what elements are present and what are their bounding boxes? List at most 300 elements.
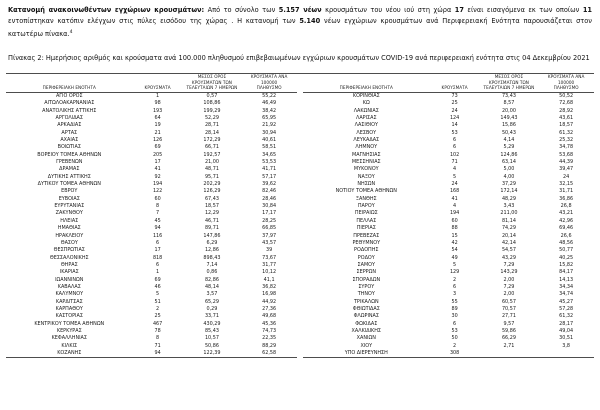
table-row xyxy=(6,350,297,358)
intro-total-new-value: 5.157 νέων xyxy=(278,6,322,14)
cases-value: 50 xyxy=(451,335,458,342)
cases-per-100k-value: 40,61 xyxy=(262,137,277,144)
cases-value: 205 xyxy=(152,151,163,158)
region-name: ΚΩ xyxy=(362,100,370,107)
cases-value: 49 xyxy=(451,254,458,261)
seven-day-average-value: 42,14 xyxy=(501,239,516,246)
seven-day-average-value: 15,86 xyxy=(501,122,516,129)
table-row xyxy=(303,299,594,306)
cases-value: 73 xyxy=(451,92,458,99)
cases-per-100k-value: 37,97 xyxy=(262,232,277,239)
table-row xyxy=(303,174,594,181)
cases-per-100k-value: 42,96 xyxy=(559,217,574,224)
cases-per-100k-value: 26,6 xyxy=(560,232,572,239)
table-caption: Πίνακας 2: Ημερήσιος αριθμός και κρούσματα ανά 100.000 πληθυσμού επιβεβαιωμένων εγχώριων κρουσμάτων COVID-19 ανά περιφερειακή ενότητα στις 04 Δεκεμβρίου 2021 xyxy=(8,53,590,62)
seven-day-average-value: 2,71 xyxy=(503,342,515,349)
cases-per-100k-value: 62,58 xyxy=(241,350,297,358)
cases-per-100k-value: 46,49 xyxy=(262,100,277,107)
region-name: ΚΑΡΔΙΤΣΑΣ xyxy=(55,298,83,305)
region-name: ΒΟΙΩΤΙΑΣ xyxy=(57,144,81,151)
table-row xyxy=(6,306,297,313)
region-name: ΗΡΑΚΛΕΙΟΥ xyxy=(55,232,84,239)
cases-per-100k-value: 58,51 xyxy=(262,144,277,151)
region-name: ΦΩΚΙΔΑΣ xyxy=(355,320,378,327)
header-rate-left xyxy=(241,74,297,92)
cases-value: 17 xyxy=(154,247,161,254)
header-average-line1-left: ΜΕΣΟΣ ΟΡΟΣ xyxy=(197,74,227,79)
cases-per-100k-value: 17,17 xyxy=(262,210,277,217)
seven-day-average-value: 46,71 xyxy=(204,217,219,224)
cases-per-100k-value: 88,29 xyxy=(262,342,277,349)
region-name: ΠΡΕΒΕΖΑΣ xyxy=(353,232,380,239)
region-name: ΚΟΖΑΝΗΣ xyxy=(6,350,133,358)
cases-value: 6 xyxy=(453,283,457,290)
cases-per-100k-value: 44,92 xyxy=(262,298,277,305)
table-row xyxy=(303,100,594,107)
seven-day-average-value: 28,71 xyxy=(204,122,219,129)
region-name: ΧΑΛΚΙΔΙΚΗΣ xyxy=(351,327,382,334)
seven-day-average-value: 27,71 xyxy=(501,313,516,320)
cases-per-100k-value: 41,1 xyxy=(263,276,275,283)
table-row xyxy=(303,144,594,151)
cases-value: 94 xyxy=(154,225,161,232)
cases-value: 6 xyxy=(156,261,160,268)
table-body-right xyxy=(303,92,594,357)
cases-per-100k-value: 61,32 xyxy=(559,313,574,320)
header-rate-line1-right: ΚΡΟΥΣΜΑΤΑ ΑΝΑ 100000 xyxy=(547,74,585,85)
table-row xyxy=(6,284,297,291)
cases-per-100k-value: 39,47 xyxy=(559,166,574,173)
cases-per-100k-value: 28,17 xyxy=(559,320,574,327)
cases-value: 41 xyxy=(451,195,458,202)
table-row xyxy=(303,196,594,203)
seven-day-average-value: 43,29 xyxy=(501,254,516,261)
cases-value: 4 xyxy=(453,166,457,173)
cases-value: 53 xyxy=(451,327,458,334)
cases-value: 21 xyxy=(154,129,161,136)
cases-value: 4 xyxy=(453,203,457,210)
table-row xyxy=(303,152,594,159)
region-name: ΠΕΙΡΑΙΩΣ xyxy=(354,210,378,217)
seven-day-average-value: 70,57 xyxy=(501,305,516,312)
cases-per-100k-value: 36,82 xyxy=(262,283,277,290)
regional-cases-table-right xyxy=(303,74,594,358)
cases-value: 5 xyxy=(453,261,457,268)
seven-day-average-value: 199,29 xyxy=(203,107,221,114)
region-name: ΑΡΤΑΣ xyxy=(61,129,78,136)
region-name: ΛΑΡΙΣΑΣ xyxy=(355,115,377,121)
region-name: ΤΗΝΟΥ xyxy=(357,291,375,298)
seven-day-average-value: 5,29 xyxy=(503,144,515,151)
header-average-line1-right: ΜΕΣΟΣ ΟΡΟΣ xyxy=(494,74,524,79)
table-row xyxy=(6,247,297,254)
header-row-right xyxy=(303,74,594,92)
cases-value: 69 xyxy=(154,144,161,151)
cases-per-100k-value: 53,68 xyxy=(559,151,574,158)
table-row xyxy=(303,130,594,137)
header-cases-right: ΚΡΟΥΣΜΑΤΑ xyxy=(430,74,480,92)
cases-per-100k-value: 30,84 xyxy=(262,203,277,210)
header-rate-right xyxy=(538,74,594,92)
cases-per-100k-value: 14,13 xyxy=(559,276,574,283)
cases-per-100k-value: 61,32 xyxy=(559,129,574,136)
cases-per-100k-value: 34,78 xyxy=(559,144,574,151)
table-row xyxy=(303,321,594,328)
region-name: ΑΝΑΤΟΛΙΚΗΣ ΑΤΤΙΚΗΣ xyxy=(42,107,97,114)
table-row xyxy=(6,144,297,151)
region-name: ΙΚΑΡΙΑΣ xyxy=(59,269,79,276)
cases-per-100k-value: 27,36 xyxy=(262,305,277,312)
header-rate-line2-right: ΠΛΗΘΥΣΜΟ xyxy=(553,85,579,91)
cases-per-100k-value: 69,46 xyxy=(559,225,574,232)
cases-value: 19 xyxy=(154,122,161,129)
table-row xyxy=(303,218,594,225)
cases-value: 92 xyxy=(154,173,161,180)
seven-day-average-value: 12,29 xyxy=(204,210,219,217)
header-average-line2-left: ΚΡΟΥΣΜΑΤΩΝ ΤΩΝ xyxy=(191,79,232,85)
table-row xyxy=(6,299,297,306)
table-row xyxy=(6,137,297,144)
region-name: ΛΕΥΚΑΔΑΣ xyxy=(353,137,380,144)
cases-per-100k-value: 21,92 xyxy=(262,122,277,129)
seven-day-average-value: 124,86 xyxy=(500,151,518,158)
seven-day-average-value: 0,86 xyxy=(206,269,218,276)
intro-text-part5: νέων εγχώριων κρουσμάτων ανά Περιφερειακή Ενότητα παρουσιάζεται στον κατωτέρω πίνακα. xyxy=(8,17,592,39)
cases-value: 60 xyxy=(451,217,458,224)
cases-value: 71 xyxy=(154,342,161,349)
table-row xyxy=(303,247,594,254)
seven-day-average-value: 202,29 xyxy=(203,181,221,188)
cases-value: 3 xyxy=(453,291,457,298)
header-average-line2-right: ΚΡΟΥΣΜΑΤΩΝ ΤΩΝ xyxy=(488,79,529,85)
region-name: ΚΕΦΑΛΛΗΝΙΑΣ xyxy=(51,335,87,342)
cases-per-100k-value: 22,35 xyxy=(262,335,277,342)
table-row xyxy=(303,181,594,188)
cases-value: 818 xyxy=(152,254,163,261)
cases-value: 94 xyxy=(133,350,183,358)
left-table-cell xyxy=(6,74,300,358)
region-name: ΔΥΤΙΚΗΣ ΑΤΤΙΚΗΣ xyxy=(47,173,91,180)
cases-per-100k-value: 45,36 xyxy=(262,320,277,327)
cases-value: 116 xyxy=(152,232,163,239)
cases-value: 25 xyxy=(154,313,161,320)
cases-value: 6 xyxy=(156,239,160,246)
table-row xyxy=(303,343,594,350)
table-row xyxy=(303,233,594,240)
table-row xyxy=(303,115,594,122)
seven-day-average-value: 10,57 xyxy=(204,335,219,342)
seven-day-average-value: 4,00 xyxy=(503,173,515,180)
table-row xyxy=(6,255,297,262)
cases-per-100k-value: 10,12 xyxy=(262,269,277,276)
cases-per-100k-value: 31,71 xyxy=(559,188,574,195)
table-row xyxy=(303,159,594,166)
cases-value: 14 xyxy=(451,122,458,129)
seven-day-average-value xyxy=(480,350,539,358)
cases-value: 46 xyxy=(154,283,161,290)
cases-per-100k-value: 53,53 xyxy=(262,159,277,166)
cases-per-100k-value: 28,25 xyxy=(262,217,277,224)
table-row xyxy=(303,92,594,100)
cases-value: 8 xyxy=(156,203,160,210)
cases-per-100k-value: 3,8 xyxy=(562,342,570,349)
cases-value: 2 xyxy=(453,342,457,349)
region-name: ΑΧΑΪΑΣ xyxy=(60,137,79,144)
intro-lead-label: Κατανομή ανακοινωθέντων εγχώριων κρουσμάτων: xyxy=(8,6,205,14)
region-name: ΕΥΡΥΤΑΝΙΑΣ xyxy=(54,203,85,210)
right-table-cell xyxy=(300,74,594,358)
region-name: ΡΟΔΟΠΗΣ xyxy=(354,247,379,254)
table-row xyxy=(6,210,297,217)
region-name: ΛΕΣΒΟΥ xyxy=(356,129,377,136)
cases-value: 25 xyxy=(451,100,458,107)
table-row xyxy=(6,92,297,100)
table-row xyxy=(6,343,297,350)
cases-value: 15 xyxy=(451,232,458,239)
table-row xyxy=(6,335,297,342)
table-row xyxy=(6,108,297,115)
region-name: ΣΥΡΟΥ xyxy=(358,283,375,290)
region-name: ΘΗΡΑΣ xyxy=(60,261,78,268)
cases-value: 69 xyxy=(154,276,161,283)
region-name: ΣΕΡΡΩΝ xyxy=(356,269,377,276)
intro-text-part2: κρουσμάτων του νέου ιού στη χώρα xyxy=(321,6,455,14)
region-name: ΜΥΚΟΝΟΥ xyxy=(353,166,379,173)
region-name: ΤΡΙΚΑΛΩΝ xyxy=(353,298,379,305)
cases-per-100k-value: 84,17 xyxy=(559,269,574,276)
seven-day-average-value: 73,43 xyxy=(501,92,516,99)
seven-day-average-value: 898,43 xyxy=(203,254,221,261)
region-name: ΦΛΩΡΙΝΑΣ xyxy=(353,313,379,320)
cases-value: 126 xyxy=(152,137,163,144)
cases-per-100k-value: 49,68 xyxy=(262,313,277,320)
table-row xyxy=(6,174,297,181)
cases-per-100k-value: 66,85 xyxy=(262,225,277,232)
header-average-left xyxy=(183,74,242,92)
cases-per-100k-value: 43,57 xyxy=(262,239,277,246)
seven-day-average-value: 59,86 xyxy=(501,327,516,334)
table-row xyxy=(303,306,594,313)
region-name: ΜΕΣΣΗΝΙΑΣ xyxy=(351,159,381,166)
seven-day-average-value: 82,86 xyxy=(204,276,219,283)
cases-per-100k-value: 43,61 xyxy=(559,115,574,121)
table-row xyxy=(6,115,297,122)
region-name: ΔΡΑΜΑΣ xyxy=(59,166,80,173)
header-region-left: ΠΕΡΙΦΕΡΕΙΑΚΗ ΕΝΟΤΗΤΑ xyxy=(6,74,133,92)
seven-day-average-value: 37,29 xyxy=(501,181,516,188)
document-page xyxy=(0,5,600,410)
seven-day-average-value: 4,14 xyxy=(503,137,515,144)
cases-per-100k-value: 73,67 xyxy=(262,254,277,261)
region-name: ΑΓΙΟ ΟΡΟΣ xyxy=(55,92,83,99)
table-row xyxy=(303,350,594,358)
table-row xyxy=(303,313,594,320)
cases-per-100k-value: 18,57 xyxy=(559,122,574,129)
table-row xyxy=(6,233,297,240)
table-row xyxy=(303,284,594,291)
cases-value: 168 xyxy=(449,188,460,195)
table-head-left xyxy=(6,74,297,92)
table-row xyxy=(303,240,594,247)
table-row xyxy=(303,188,594,195)
seven-day-average-value: 74,29 xyxy=(501,225,516,232)
table-row xyxy=(303,166,594,173)
cases-value: 8 xyxy=(156,335,160,342)
region-name: ΜΑΓΝΗΣΙΑΣ xyxy=(351,151,381,158)
seven-day-average-value: 126,29 xyxy=(203,188,221,195)
header-rate-line2-left: ΠΛΗΘΥΣΜΟ xyxy=(256,85,282,91)
cases-per-100k-value: 57,17 xyxy=(262,173,277,180)
cases-per-100k-value: 55,22 xyxy=(262,92,277,99)
region-name: ΖΑΚΥΝΘΟΥ xyxy=(55,210,83,217)
cases-value: 41 xyxy=(154,166,161,173)
seven-day-average-value: 33,71 xyxy=(204,313,219,320)
intro-detected-value: 11 xyxy=(582,6,592,14)
seven-day-average-value: 81,14 xyxy=(501,217,516,224)
cases-per-100k-value: 39 xyxy=(266,247,273,254)
table-row xyxy=(6,100,297,107)
header-average-line3-right: ΤΕΛΕΥΤΑΙΩΝ 7 ΗΜΕΡΩΝ xyxy=(483,85,535,91)
cases-value: 467 xyxy=(152,320,163,327)
table-row xyxy=(6,218,297,225)
table-row xyxy=(303,269,594,276)
seven-day-average-value: 6,29 xyxy=(206,239,218,246)
cases-value: 1 xyxy=(156,269,160,276)
table-row xyxy=(303,137,594,144)
seven-day-average-value: 3,57 xyxy=(206,291,218,298)
seven-day-average-value: 2,00 xyxy=(503,276,515,283)
region-name: ΚΑΒΑΛΑΣ xyxy=(57,283,81,290)
seven-day-average-value: 52,29 xyxy=(204,115,219,121)
cases-value: 60 xyxy=(154,195,161,202)
region-name: ΠΕΛΛΑΣ xyxy=(356,217,377,224)
cases-per-100k-value: 43,21 xyxy=(559,210,574,217)
cases-per-100k-value: 30,51 xyxy=(559,335,574,342)
cases-per-100k-value: 50,52 xyxy=(559,92,574,99)
seven-day-average-value: 50,86 xyxy=(204,342,219,349)
header-average-right xyxy=(480,74,539,92)
cases-per-100k-value: 31,77 xyxy=(262,261,277,268)
region-name: ΛΑΣΙΘΙΟΥ xyxy=(354,122,378,129)
cases-value: 55 xyxy=(451,298,458,305)
table-row xyxy=(6,240,297,247)
cases-value: 7 xyxy=(156,210,160,217)
seven-day-average-value: 172,29 xyxy=(203,137,221,144)
table-row xyxy=(303,225,594,232)
table-row xyxy=(6,159,297,166)
region-name: ΚΑΡΠΑΘΟΥ xyxy=(55,305,83,312)
cases-value: 194 xyxy=(449,210,460,217)
seven-day-average-value: 48,71 xyxy=(204,166,219,173)
table-row xyxy=(303,328,594,335)
seven-day-average-value: 60,57 xyxy=(501,298,516,305)
region-name: ΧΑΝΙΩΝ xyxy=(356,335,376,342)
cases-value: 89 xyxy=(451,305,458,312)
cases-per-100k-value: 40,25 xyxy=(559,254,574,261)
seven-day-average-value: 54,57 xyxy=(501,247,516,254)
cases-value: 45 xyxy=(154,217,161,224)
cases-per-100k-value: 65,95 xyxy=(262,115,277,121)
seven-day-average-value: 2,00 xyxy=(503,291,515,298)
cases-value: 124 xyxy=(449,115,460,121)
cases-per-100k-value: 28,46 xyxy=(262,195,277,202)
table-row xyxy=(303,203,594,210)
seven-day-average-value: 143,29 xyxy=(500,269,518,276)
region-name: ΑΡΓΟΛΙΔΑΣ xyxy=(55,115,83,121)
intro-text-part4: εντοπίστηκαν κατόπιν ελέγχων στις πύλες εισόδου της χώρας . Η κατανομή των xyxy=(8,17,300,26)
seven-day-average-value: 8,57 xyxy=(503,100,515,107)
region-name: ΚΑΛΥΜΝΟΥ xyxy=(55,291,84,298)
cases-value: 2 xyxy=(156,305,160,312)
seven-day-average-value: 95,71 xyxy=(204,173,219,180)
region-name: ΘΕΣΣΑΛΟΝΙΚΗΣ xyxy=(49,254,89,261)
table-row xyxy=(303,108,594,115)
cases-value: 54 xyxy=(451,247,458,254)
cases-per-100k-value: 26,8 xyxy=(560,203,572,210)
seven-day-average-value: 66,71 xyxy=(204,144,219,151)
table-row xyxy=(6,291,297,298)
region-name: ΚΕΡΚΥΡΑΣ xyxy=(56,327,82,334)
cases-value: 51 xyxy=(154,298,161,305)
region-name: ΚΟΡΙΝΘΙΑΣ xyxy=(352,92,380,99)
region-name: ΚΙΛΚΙΣ xyxy=(61,342,78,349)
table-row xyxy=(6,203,297,210)
cases-value: 6 xyxy=(453,144,457,151)
region-name: ΛΑΚΩΝΙΑΣ xyxy=(353,107,379,114)
cases-value: 17 xyxy=(154,159,161,166)
table-head-right xyxy=(303,74,594,92)
region-name: ΠΙΕΡΙΑΣ xyxy=(356,225,376,232)
cases-per-100k-value: 25,32 xyxy=(559,137,574,144)
table-body-left xyxy=(6,92,297,357)
region-name: ΞΑΝΘΗΣ xyxy=(355,195,377,202)
seven-day-average-value: 172,14 xyxy=(500,188,518,195)
table-row xyxy=(303,210,594,217)
seven-day-average-value: 7,29 xyxy=(503,261,515,268)
region-name: ΘΑΣΟΥ xyxy=(60,239,78,246)
seven-day-average-value: 63,14 xyxy=(501,159,516,166)
cases-per-100k-value: 24 xyxy=(563,173,570,180)
header-rate-line1-left: ΚΡΟΥΣΜΑΤΑ ΑΝΑ 100000 xyxy=(250,74,288,85)
region-name: ΝΟΤΙΟΥ ΤΟΜΕΑ ΑΘΗΝΩΝ xyxy=(335,188,397,195)
table-row xyxy=(6,321,297,328)
cases-value: 6 xyxy=(453,137,457,144)
footnote-marker: 4 xyxy=(69,30,73,36)
table-row xyxy=(6,122,297,129)
seven-day-average-value: 7,14 xyxy=(206,261,218,268)
seven-day-average-value: 192,57 xyxy=(203,151,221,158)
cases-value: 194 xyxy=(152,181,163,188)
region-name: ΗΜΑΘΙΑΣ xyxy=(57,225,81,232)
table-row xyxy=(6,277,297,284)
regional-cases-table-left xyxy=(6,74,297,358)
cases-per-100k-value: 30,94 xyxy=(262,129,277,136)
seven-day-average-value: 147,86 xyxy=(203,232,221,239)
cases-per-100k-value: 45,27 xyxy=(559,298,574,305)
intro-text-part1: Από το σύνολο των xyxy=(204,6,279,14)
table-row xyxy=(6,328,297,335)
header-average-line3-left: ΤΕΛΕΥΤΑΙΩΝ 7 ΗΜΕΡΩΝ xyxy=(186,85,238,91)
seven-day-average-value: 430,29 xyxy=(203,320,221,327)
table-row xyxy=(6,130,297,137)
cases-value: 2 xyxy=(453,276,457,283)
cases-per-100k-value: 50,77 xyxy=(559,247,574,254)
region-name: ΥΠΟ ΔΙΕΡΕΥΝΗΣΗ xyxy=(303,350,430,358)
region-name: ΠΑΡΟΥ xyxy=(357,203,375,210)
cases-per-100k-value: 74,73 xyxy=(262,327,277,334)
header-cases-left: ΚΡΟΥΣΜΑΤΑ xyxy=(133,74,183,92)
cases-value: 42 xyxy=(451,239,458,246)
